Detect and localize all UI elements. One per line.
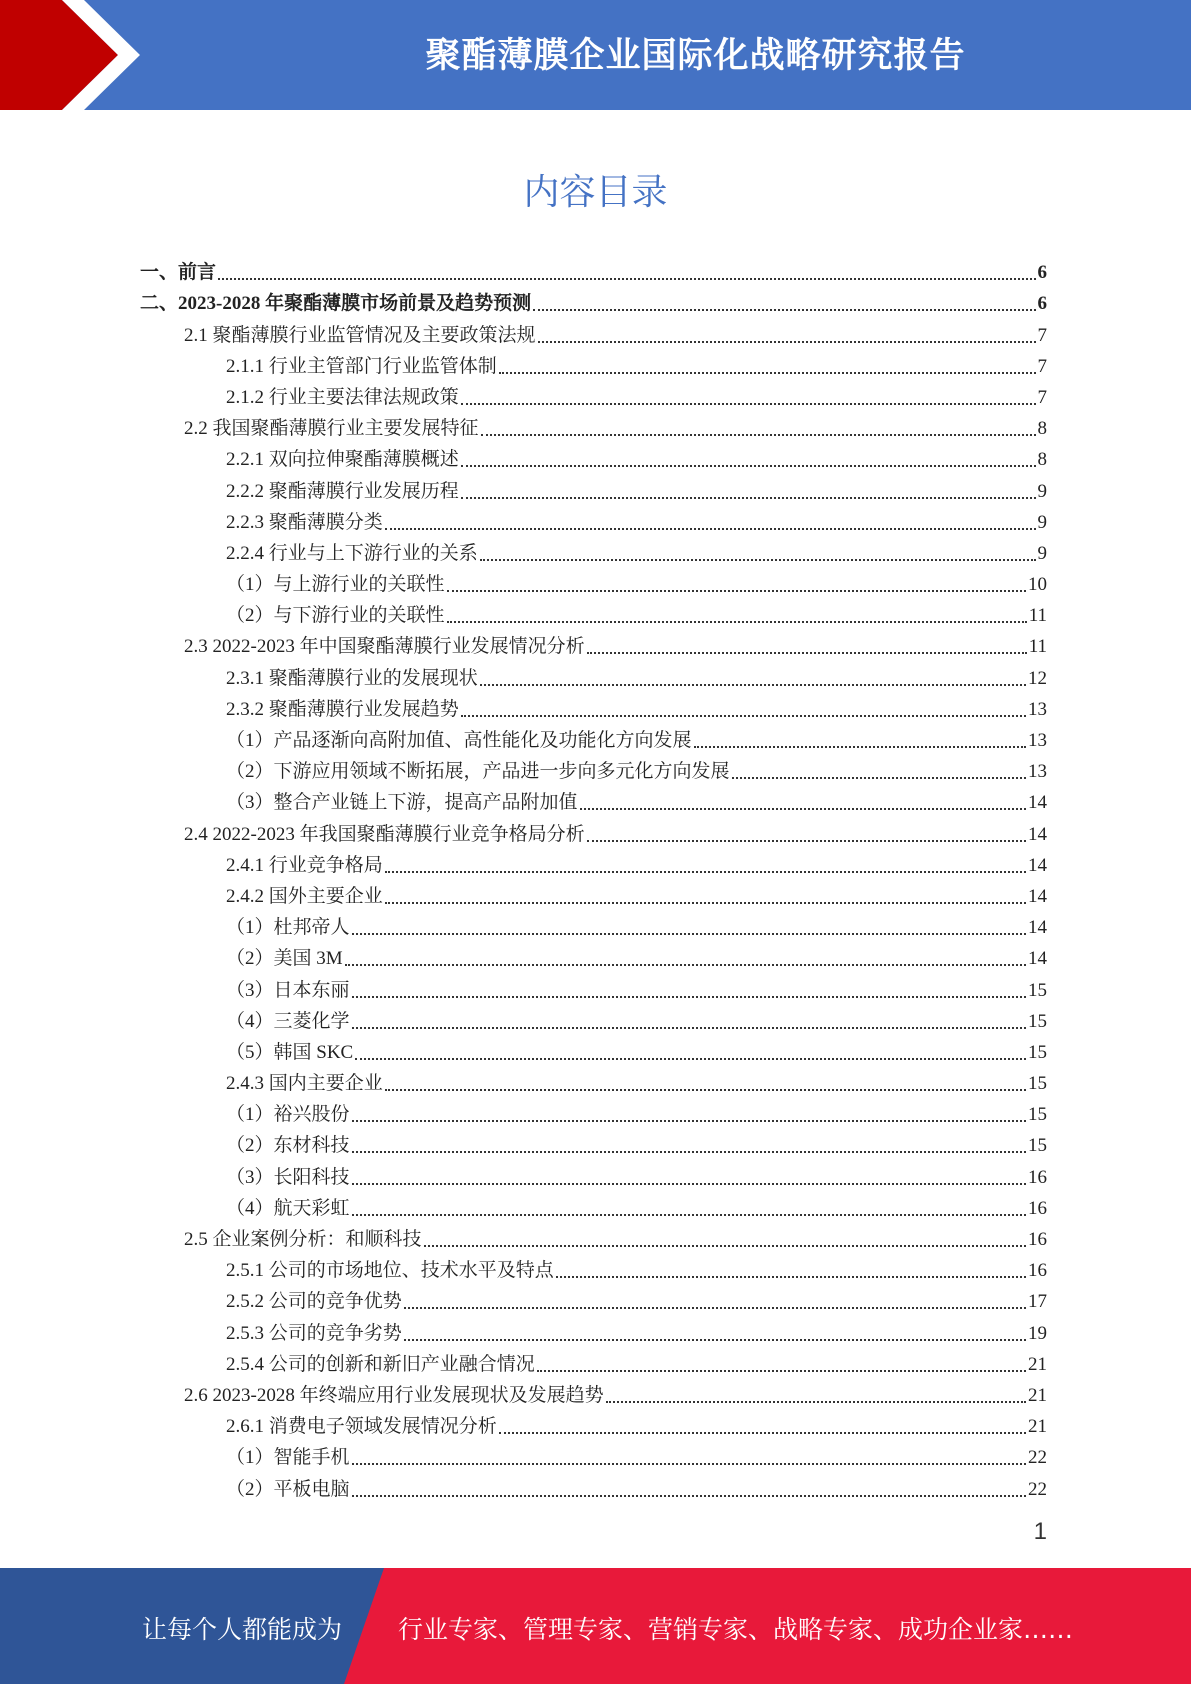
toc-dot-leader (461, 403, 1036, 405)
toc-dot-leader (480, 684, 1026, 686)
toc-entry-page: 21 (1028, 1416, 1047, 1438)
toc-entry-page: 16 (1028, 1197, 1047, 1219)
toc-entry-title: （4）三菱化学 (226, 1010, 350, 1032)
toc-entry-title: 2.4 2022-2023 年我国聚酯薄膜行业竞争格局分析 (184, 823, 585, 845)
toc-entry-page: 14 (1028, 823, 1047, 845)
toc-entry[interactable] (140, 1190, 1047, 1221)
toc-entry-title: 2.6.1 消费电子领域发展情况分析 (226, 1416, 497, 1438)
toc-entry-page: 16 (1028, 1260, 1047, 1282)
toc-dot-leader (499, 1432, 1026, 1434)
toc-entry-title: 2.2.4 行业与上下游行业的关系 (226, 542, 478, 564)
toc-dot-leader (424, 1245, 1026, 1247)
toc-dot-leader (499, 372, 1036, 374)
toc-entry[interactable] (140, 1034, 1047, 1065)
toc-entry-title: 2.6 2023-2028 年终端应用行业发展现状及发展趋势 (184, 1384, 604, 1406)
toc-entry-page: 22 (1028, 1447, 1047, 1469)
toc-entry-title: 2.5.2 公司的竞争优势 (226, 1291, 402, 1313)
toc-entry[interactable] (140, 722, 1047, 753)
toc-dot-leader (538, 341, 1036, 343)
toc-entry-title: （3）长阳科技 (226, 1166, 350, 1188)
toc-entry[interactable] (140, 410, 1047, 441)
toc-entry-page: 9 (1037, 511, 1047, 533)
toc-entry-page: 6 (1037, 262, 1047, 284)
toc-entry-page: 15 (1028, 1041, 1047, 1063)
toc-entry-page: 7 (1037, 355, 1047, 377)
toc-dot-leader (352, 1027, 1026, 1029)
toc-entry-page: 14 (1028, 885, 1047, 907)
toc-entry[interactable] (140, 1003, 1047, 1034)
toc-entry-page: 15 (1028, 979, 1047, 1001)
footer-slogan-left: 让每个人都能成为 (142, 1615, 343, 1644)
toc-dot-leader (580, 808, 1026, 810)
toc-entry-title: （3）日本东丽 (226, 979, 350, 1001)
footer-band (0, 1568, 1191, 1684)
toc-entry[interactable] (140, 971, 1047, 1002)
toc-dot-leader (352, 1463, 1026, 1465)
toc-dot-leader (404, 1339, 1026, 1341)
toc-entry-page: 9 (1037, 480, 1047, 502)
toc-entry-page: 17 (1028, 1291, 1047, 1313)
toc-dot-leader (352, 1495, 1026, 1497)
toc-entry-title: （5）韩国 SKC (226, 1041, 354, 1063)
toc-entry-page: 8 (1037, 418, 1047, 440)
toc-entry[interactable] (140, 847, 1047, 878)
toc-entry-title: 2.4.1 行业竞争格局 (226, 854, 383, 876)
toc-entry[interactable] (140, 784, 1047, 815)
toc-entry-page: 8 (1037, 449, 1047, 471)
toc-entry-page: 15 (1028, 1073, 1047, 1095)
toc-entry[interactable] (140, 597, 1047, 628)
toc-entry[interactable] (140, 472, 1047, 503)
footer-slogan-right: 行业专家、管理专家、营销专家、战略专家、成功企业家…… (398, 1615, 1074, 1644)
toc-entry[interactable] (140, 254, 1047, 285)
toc-entry-title: （1）杜邦帝人 (226, 917, 350, 939)
toc-entry[interactable] (140, 566, 1047, 597)
toc-entry-page: 16 (1028, 1229, 1047, 1250)
toc-entry-title: （3）整合产业链上下游，提高产品附加值 (226, 792, 578, 814)
header-band (0, 0, 1191, 110)
toc-entry[interactable] (140, 1065, 1047, 1096)
toc-entry-page: 9 (1037, 542, 1047, 564)
toc-dot-leader (218, 278, 1035, 280)
toc-entry-title: 2.3 2022-2023 年中国聚酯薄膜行业发展情况分析 (184, 636, 585, 658)
toc-entry[interactable] (140, 940, 1047, 971)
toc-entry-title: （2）下游应用领域不断拓展，产品进一步向多元化方向发展 (226, 761, 730, 783)
toc-entry-title: （2）与下游行业的关联性 (226, 605, 445, 627)
toc-entry-title: 2.5.4 公司的创新和新旧产业融合情况 (226, 1353, 535, 1375)
toc-entry[interactable] (140, 1283, 1047, 1314)
toc-dot-leader (480, 559, 1036, 561)
table-of-contents (140, 254, 1047, 1502)
toc-entry[interactable] (140, 316, 1047, 347)
toc-entry-title: 2.5.3 公司的竞争劣势 (226, 1322, 402, 1344)
header-chevron-icon (0, 0, 160, 110)
toc-entry-title: 二、2023-2028 年聚酯薄膜市场前景及趋势预测 (140, 293, 532, 315)
toc-entry-title: 2.2.1 双向拉伸聚酯薄膜概述 (226, 449, 459, 471)
toc-dot-leader (533, 309, 1035, 311)
toc-entry-page: 7 (1037, 324, 1047, 346)
toc-entry-page: 13 (1028, 730, 1047, 751)
toc-dot-leader (694, 746, 1026, 748)
toc-entry-title: 2.2.3 聚酯薄膜分类 (226, 511, 383, 533)
toc-entry-page: 13 (1028, 698, 1047, 720)
toc-entry-page: 14 (1028, 854, 1047, 876)
toc-entry-title: （2）东材科技 (226, 1135, 350, 1157)
toc-dot-leader (385, 871, 1026, 873)
toc-entry-title: 2.4.2 国外主要企业 (226, 885, 383, 907)
toc-entry-page: 10 (1028, 574, 1047, 596)
toc-entry-page: 6 (1037, 293, 1047, 315)
toc-dot-leader (352, 1120, 1026, 1122)
toc-entry[interactable] (140, 1470, 1047, 1501)
toc-entry[interactable] (140, 348, 1047, 379)
toc-entry-page: 11 (1028, 636, 1047, 658)
toc-entry[interactable] (140, 815, 1047, 846)
toc-entry-title: （4）航天彩虹 (226, 1197, 350, 1219)
toc-dot-leader (447, 621, 1027, 623)
toc-entry[interactable] (140, 1314, 1047, 1345)
toc-dot-leader (345, 964, 1026, 966)
toc-entry[interactable] (140, 1346, 1047, 1377)
toc-entry-title: 2.5.1 公司的市场地位、技术水平及特点 (226, 1260, 554, 1282)
toc-dot-leader (404, 1307, 1026, 1309)
toc-dot-leader (385, 902, 1026, 904)
report-title: 聚酯薄膜企业国际化战略研究报告 (425, 36, 966, 76)
toc-entry-page: 7 (1037, 386, 1047, 408)
toc-entry-page: 15 (1028, 1010, 1047, 1032)
toc-dot-leader (352, 1183, 1026, 1185)
toc-dot-leader (481, 434, 1036, 436)
toc-entry-page: 13 (1028, 761, 1047, 783)
toc-entry[interactable] (140, 1221, 1047, 1252)
toc-dot-leader (355, 1058, 1026, 1060)
toc-entry[interactable] (140, 504, 1047, 535)
toc-dot-leader (537, 1370, 1026, 1372)
toc-entry[interactable] (140, 909, 1047, 940)
toc-entry-page: 15 (1028, 1135, 1047, 1157)
toc-entry[interactable] (140, 1377, 1047, 1408)
toc-entry[interactable] (140, 691, 1047, 722)
toc-dot-leader (732, 777, 1026, 779)
toc-entry[interactable] (140, 535, 1047, 566)
toc-entry[interactable] (140, 285, 1047, 316)
toc-entry[interactable] (140, 379, 1047, 410)
toc-entry-page: 21 (1028, 1353, 1047, 1375)
toc-entry-title: 2.3.1 聚酯薄膜行业的发展现状 (226, 667, 478, 689)
toc-entry-page: 15 (1028, 1104, 1047, 1126)
toc-entry-title: 2.5 企业案例分析：和顺科技 (184, 1229, 422, 1250)
toc-entry-title: 2.1.1 行业主管部门行业监管体制 (226, 355, 497, 377)
toc-entry-title: （2）平板电脑 (226, 1478, 350, 1500)
toc-entry-page: 14 (1028, 792, 1047, 814)
toc-entry-title: 2.1.2 行业主要法律法规政策 (226, 386, 459, 408)
toc-entry-page: 16 (1028, 1166, 1047, 1188)
toc-entry[interactable] (140, 441, 1047, 472)
toc-entry-page: 11 (1028, 605, 1047, 627)
page-number: 1 (1033, 1518, 1047, 1545)
toc-entry-title: （1）裕兴股份 (226, 1104, 350, 1126)
toc-dot-leader (606, 1401, 1026, 1403)
toc-entry[interactable] (140, 1158, 1047, 1189)
toc-entry[interactable] (140, 628, 1047, 659)
toc-entry[interactable] (140, 1439, 1047, 1470)
toc-entry-title: （2）美国 3M (226, 948, 343, 970)
toc-dot-leader (461, 715, 1026, 717)
toc-dot-leader (587, 652, 1027, 654)
toc-entry[interactable] (140, 1096, 1047, 1127)
toc-entry-page: 21 (1028, 1384, 1047, 1406)
toc-entry-title: 2.4.3 国内主要企业 (226, 1073, 383, 1095)
toc-entry-title: （1）产品逐渐向高附加值、高性能化及功能化方向发展 (226, 730, 692, 751)
toc-entry[interactable] (140, 878, 1047, 909)
toc-entry-title: 2.2.2 聚酯薄膜行业发展历程 (226, 480, 459, 502)
toc-dot-leader (447, 590, 1026, 592)
toc-entry[interactable] (140, 1127, 1047, 1158)
toc-dot-leader (385, 528, 1036, 530)
toc-dot-leader (352, 1151, 1026, 1153)
toc-heading: 内容目录 (523, 172, 668, 213)
toc-entry-title: 2.1 聚酯薄膜行业监管情况及主要政策法规 (184, 324, 536, 346)
toc-entry-title: （1）智能手机 (226, 1447, 350, 1469)
toc-dot-leader (461, 497, 1036, 499)
toc-entry[interactable] (140, 1252, 1047, 1283)
toc-entry-page: 14 (1028, 948, 1047, 970)
toc-entry[interactable] (140, 1408, 1047, 1439)
toc-entry[interactable] (140, 753, 1047, 784)
toc-dot-leader (461, 465, 1036, 467)
toc-dot-leader (556, 1276, 1026, 1278)
toc-dot-leader (352, 933, 1026, 935)
toc-dot-leader (587, 840, 1026, 842)
toc-entry-page: 22 (1028, 1478, 1047, 1500)
toc-dot-leader (352, 1214, 1026, 1216)
toc-entry-page: 14 (1028, 917, 1047, 939)
toc-entry-title: （1）与上游行业的关联性 (226, 574, 445, 596)
toc-entry-title: 一、前言 (140, 262, 217, 284)
toc-dot-leader (352, 996, 1026, 998)
toc-entry-page: 12 (1028, 667, 1047, 689)
toc-entry-page: 19 (1028, 1322, 1047, 1344)
toc-dot-leader (385, 1089, 1026, 1091)
toc-entry-title: 2.2 我国聚酯薄膜行业主要发展特征 (184, 418, 479, 440)
toc-entry-title: 2.3.2 聚酯薄膜行业发展趋势 (226, 698, 459, 720)
toc-entry[interactable] (140, 659, 1047, 690)
